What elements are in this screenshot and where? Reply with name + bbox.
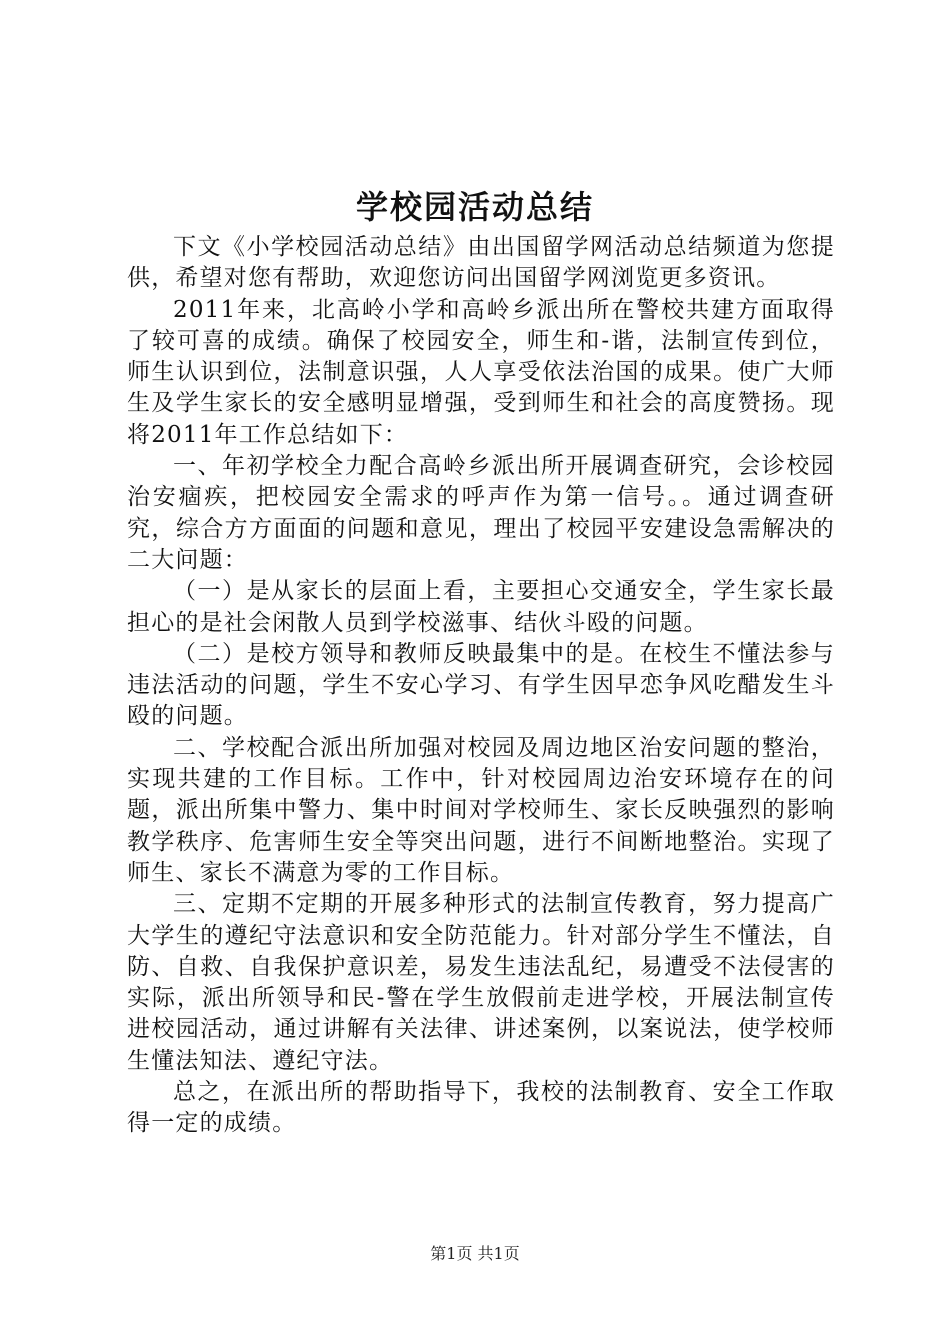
paragraph-section-2: 二、学校配合派出所加强对校园及周边地区治安问题的整治，实现共建的工作目标。工作中，针对校园周边治安环境存在的问题，派出所集中警力、集中时间对学校师生、家长反映强烈的影响教学秩序、危害师生安全等突出问题，进行不间断地整治。实现了师生、家长不满意为零的工作目标。 [127,734,835,886]
paragraph-intro: 下文《小学校园活动总结》由出国留学网活动总结频道为您提供，希望对您有帮助，欢迎您访问出国留学网浏览更多资讯。 [127,234,835,292]
paragraph-section-1: 一、年初学校全力配合高岭乡派出所开展调查研究，会诊校园治安痼疾，把校园安全需求的呼声作为第一信号。。通过调查研究，综合方方面面的问题和意见，理出了校园平安建设急需解决的二大问题： [127,453,835,573]
document-title: 学校园活动总结 [355,188,594,226]
page-footer: 第1页 共1页 [430,1244,520,1263]
paragraph-issue-1: （一）是从家长的层面上看，主要担心交通安全，学生家长最担心的是社会闲散人员到学校滋事、结伙斗殴的问题。 [127,578,835,636]
paragraph-issue-2: （二）是校方领导和教师反映最集中的是。在校生不懂法参与违法活动的问题，学生不安心学习、有学生因早恋争风吃醋发生斗殴的问题。 [127,640,835,730]
document-body [127,232,835,1140]
paragraph-section-3: 三、定期不定期的开展多种形式的法制宣传教育，努力提高广大学生的遵纪守法意识和安全防范能力。针对部分学生不懂法，自防、自救、自我保护意识差，易发生违法乱纪，易遭受不法侵害的实际，派出所领导和民-警在学生放假前走进学校，开展法制宣传进校园活动，通过讲解有关法律、讲述案例，以案说法，使学校师生懂法知法、遵纪守法。 [127,891,835,1074]
paragraph-conclusion: 总之，在派出所的帮助指导下，我校的法制教育、安全工作取得一定的成绩。 [127,1079,835,1137]
paragraph-overview: 2011年来，北高岭小学和高岭乡派出所在警校共建方面取得了较可喜的成绩。确保了校园安全，师生和-谐，法制宣传到位，师生认识到位，法制意识强，人人享受依法治国的成果。使广大师生及学生家长的安全感明显增强，受到师生和社会的高度赞扬。现将2011年工作总结如下： [127,296,835,448]
